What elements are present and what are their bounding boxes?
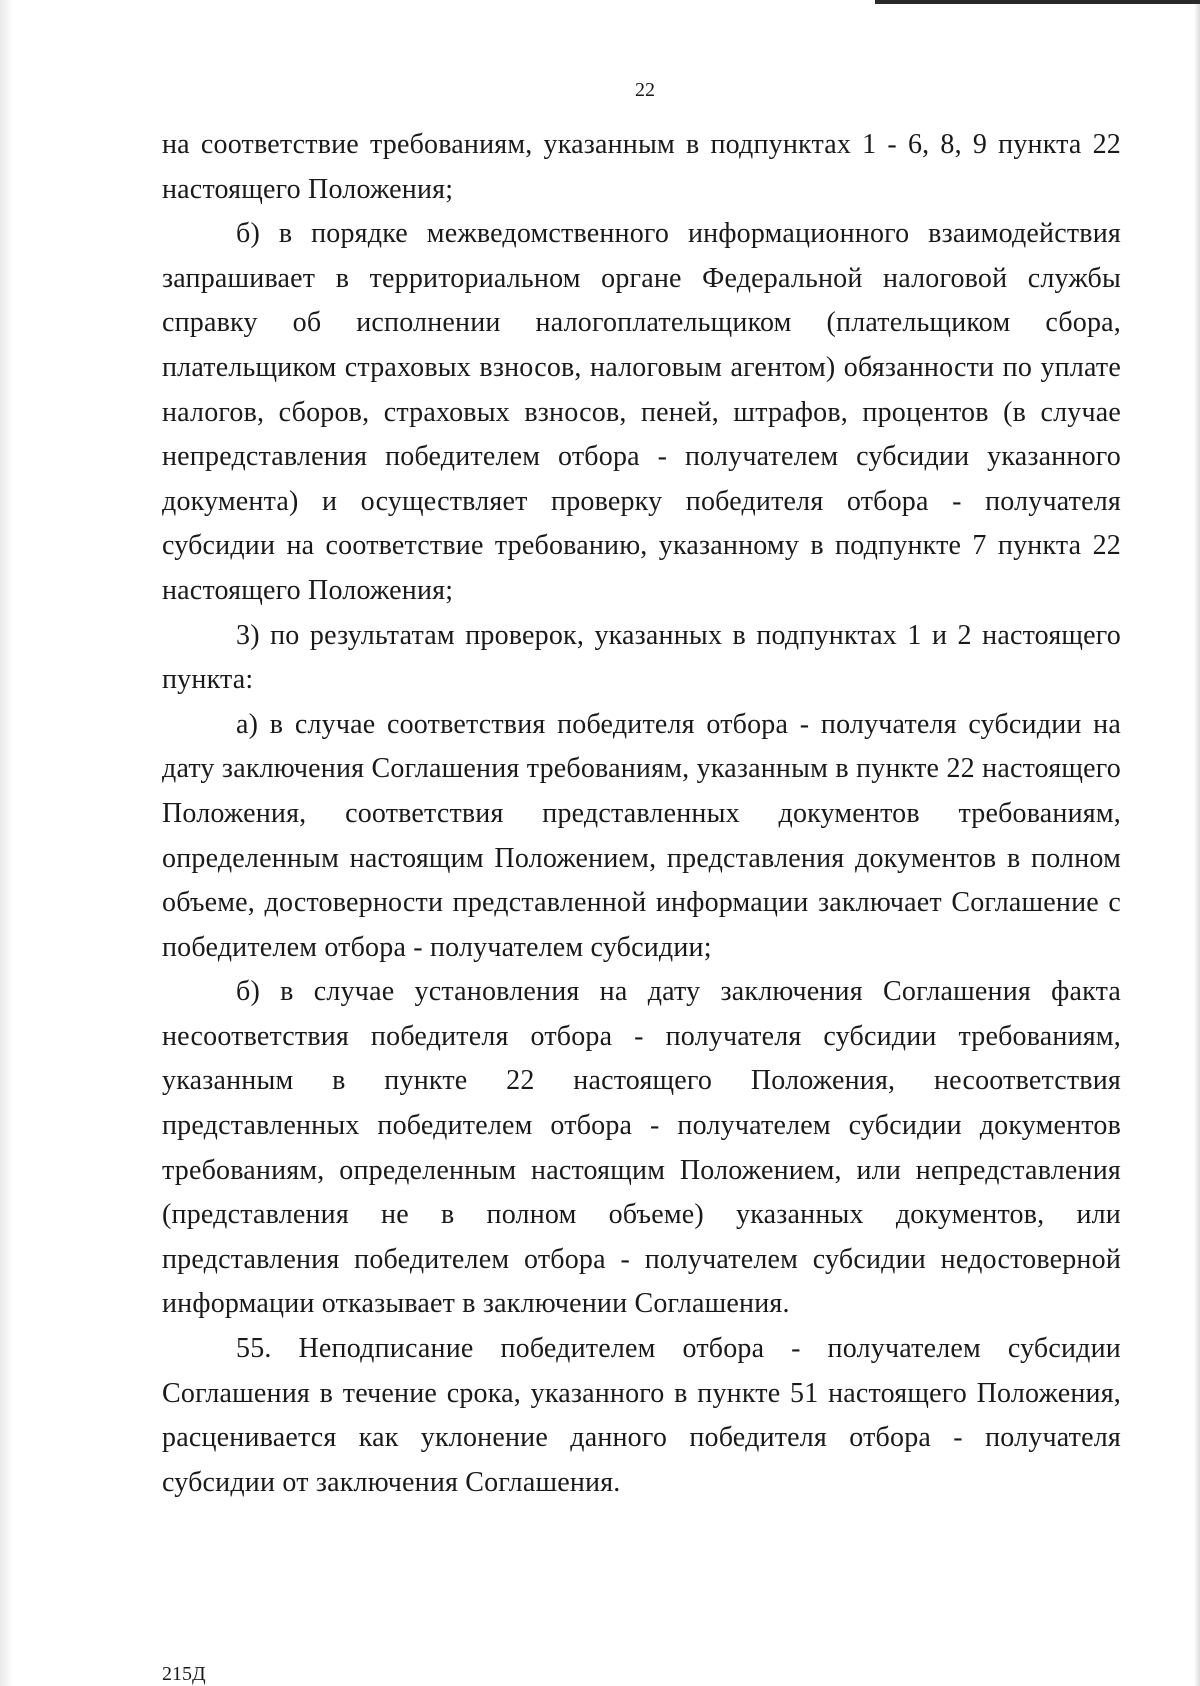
paragraph-subitem-b-refusal: б) в случае установления на дату заключения Соглашения факта несоответствия победителя отбора - получателя субсидии требованиям, указанным в пункте 22 настоящего Положения, несоответствия представленных победителем отбора - получателем субсидии документов требованиям, определенным настоящим Положением, или непредставления (представления не в полном объеме) указанных документов, или представления победителем отбора - получателем субсидии недостоверной информации отказывает в заключении Соглашения. xyxy=(162,976,1121,1320)
paragraph-subitem-3-results: 3) по результатам проверок, указанных в подпунктах 1 и 2 настоящего пункта: xyxy=(162,619,1121,696)
page-number: 22 xyxy=(635,79,655,101)
scan-top-line xyxy=(875,0,1200,4)
document-code: 215Д xyxy=(162,1663,206,1685)
paragraph-subitem-a-agreement: а) в случае соответствия победителя отбора - получателя субсидии на дату заключения Соглашения требованиям, указанным в пункте 22 настоящего Положения, соответствия представленных документов требованиям, определенным настоящим Положением, представления документов в полном объеме, достоверности представленной информации заключает Соглашение с победителем отбора - получателем субсидии; xyxy=(162,708,1121,963)
paragraph-subitem-b-request: б) в порядке межведомственного информационного взаимодействия запрашивает в территориальном органе Федеральной налоговой службы справку об исполнении налогоплательщиком (плательщиком сбора, плательщиком страховых взносов, налоговым агентом) обязанности по уплате налогов, сборов, страховых взносов, пеней, штрафов, процентов (в случае непредставления победителем отбора - получателем субсидии указанного документа) и осуществляет проверку победителя отбора - получателя субсидии на соответствие требованию, указанному в подпункте 7 пункта 22 настоящего Положения; xyxy=(162,218,1121,606)
document-body xyxy=(162,123,1121,1505)
scan-edge-right xyxy=(1194,0,1200,1686)
scan-edge-left xyxy=(0,0,14,1686)
paragraph-item-55: 55. Неподписание победителем отбора - получателем субсидии Соглашения в течение срока, указанного в пункте 51 настоящего Положения, расценивается как уклонение данного победителя отбора - получателя субсидии от заключения Соглашения. xyxy=(162,1333,1121,1498)
paragraph-continuation: на соответствие требованиям, указанным в подпунктах 1 - 6, 8, 9 пункта 22 настоящего Положения; xyxy=(162,129,1121,205)
